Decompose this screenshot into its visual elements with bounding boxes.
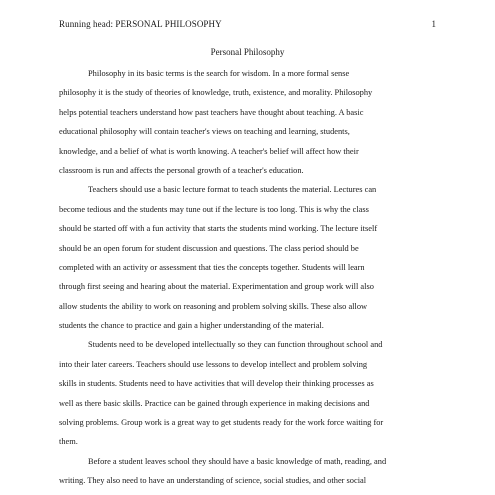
text-line: should be an open forum for student discussion and questions. The class period should be: [59, 243, 359, 253]
text-line: Students need to be developed intellectually so they can function throughout school and: [88, 340, 383, 350]
text-line: become tedious and the students may tune out if the lecture is too long. This is why the class: [59, 204, 369, 214]
text-line: should be started off with a fun activity that starts the students mind working. The lecture itself: [59, 224, 378, 234]
text-line: educational philosophy will contain teacher's views on teaching and learning, students,: [59, 127, 350, 137]
document-title: Personal Philosophy: [210, 47, 285, 57]
text-line: them.: [59, 437, 78, 447]
running-head: Running head: PERSONAL PHILOSOPHY: [59, 19, 222, 29]
text-line: completed with an activity or assessment that ties the concepts together. Students will learn: [59, 262, 365, 272]
page-number: 1: [431, 19, 436, 29]
text-line: philosophy it is the study of theories of knowledge, truth, existence, and morality. Philosophy: [59, 88, 373, 98]
text-line: helps potential teachers understand how past teachers have thought about teaching. A basic: [59, 107, 364, 117]
text-line: skills in students. Students need to have activities that will develop their thinking processes as: [59, 379, 374, 389]
text-line: writing. They also need to have an understanding of science, social studies, and other social: [59, 476, 367, 486]
text-line: solving problems. Group work is a great way to get students ready for the work force waiting for: [59, 418, 384, 428]
text-line: allow students the ability to work on reasoning and problem solving skills. These also allow: [59, 301, 368, 311]
text-line: well as there basic skills. Practice can be gained through experience in making decisions and: [59, 398, 370, 408]
text-line: into their later careers. Teachers should use lessons to develop intellect and problem solving: [59, 359, 368, 369]
document-body: [59, 64, 436, 491]
text-line: Philosophy in its basic terms is the search for wisdom. In a more formal sense: [88, 69, 350, 78]
text-line: Teachers should use a basic lecture format to teach students the material. Lectures can: [88, 185, 377, 195]
text-line: classroom is run and affects the personal growth of a teacher's education.: [59, 165, 304, 175]
text-line: knowledge, and a belief of what is worth knowing. A teacher's belief will affect how their: [59, 146, 359, 156]
text-line: students the chance to practice and gain a higher understanding of the material.: [59, 321, 324, 331]
text-line: through first seeing and hearing about the material. Experimentation and group work will also: [59, 282, 374, 292]
text-line: Before a student leaves school they should have a basic knowledge of math, reading, and: [88, 456, 387, 466]
